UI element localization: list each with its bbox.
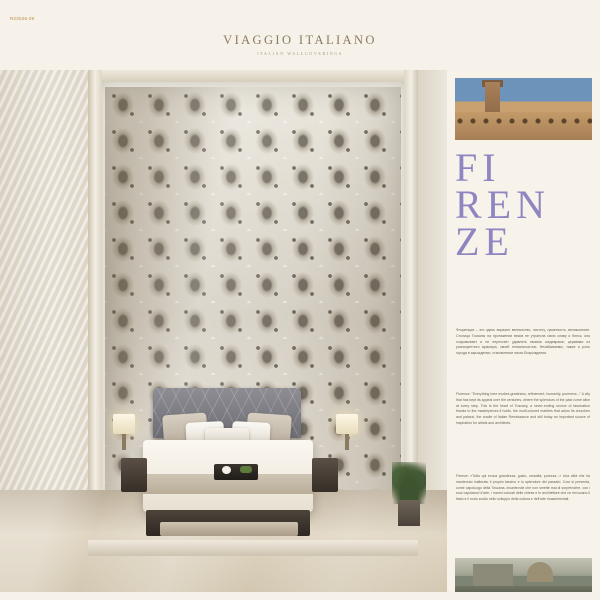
lamp-left-base	[122, 434, 126, 450]
text-column	[447, 70, 600, 600]
palazzo-vecchio-image	[455, 78, 592, 140]
tray-plant	[240, 466, 252, 473]
page-footer	[0, 592, 600, 600]
facade-windows	[455, 116, 592, 132]
page-header	[0, 0, 600, 70]
sku-code: R23026-29	[10, 16, 35, 21]
tray-cup	[222, 466, 231, 474]
copy-russian: Флоренция – это здесь виражит величество, чистоту, гуманность, великолепие. Столица Тосканы на протяжении веков не утратила свою славу и блеск, она очаровывает и не перестает удивлять своими шедеврами, церквями из разноцветного мрамора, своей гениальностью. Незабываемы, также и роль города в зарождении, становлении эпохи Возрождения.	[456, 328, 590, 356]
baseboard	[88, 540, 418, 556]
niche-molding-top	[88, 70, 418, 82]
page-title	[455, 145, 595, 264]
copy-italian: Firenze: «Tutto qui evoca grandezza, gusto, umanità, purezza...» Una città che ha mantenuto inalterato il proprio fascino e lo splendore del passato. Così si presenta, come capoluogo della Toscana, incantevole che non smette mai di sorprendere, con i suoi capolavori d'arte, i marmi colorati delle chiese e le architetture che ne rievocano il fasto e il ruolo svolto nello sviluppo della cultura e dell'arte rinascimentali.	[456, 474, 590, 502]
title-line-3: ZE	[455, 218, 514, 264]
brand-block	[0, 33, 600, 56]
title-line-1: FI	[455, 145, 501, 190]
lamp-right-base	[345, 434, 349, 450]
interior-photo	[0, 70, 447, 600]
brand-name: VIAGGIO ITALIANO	[223, 33, 377, 47]
cityscape-dome	[527, 562, 553, 582]
brand-subtitle: ITALIAN WALLCOVERINGS	[257, 51, 343, 56]
plant-pot	[398, 500, 420, 526]
lamp-right	[336, 414, 358, 434]
copy-english: Florence: "Everything here evokes greatness, refinement, humanity, pureness..." A city that has kept its appeal over the centuries, where the splendors of the past come alive at every step. This is the heart of Tuscany, a never-ending source of fascination thanks to the masterpieces it holds, the multi-colored marbles that adorn its churches and palazzi, the cradle of Italian Renaissance and still today an important source of inspiration for artists and architects.	[456, 392, 590, 425]
nightstand-right	[312, 458, 338, 492]
lamp-left	[113, 414, 135, 434]
title-line-2: REN	[455, 181, 550, 227]
bed-bench	[160, 522, 298, 536]
nightstand-left	[121, 458, 147, 492]
plant-foliage	[392, 462, 426, 504]
